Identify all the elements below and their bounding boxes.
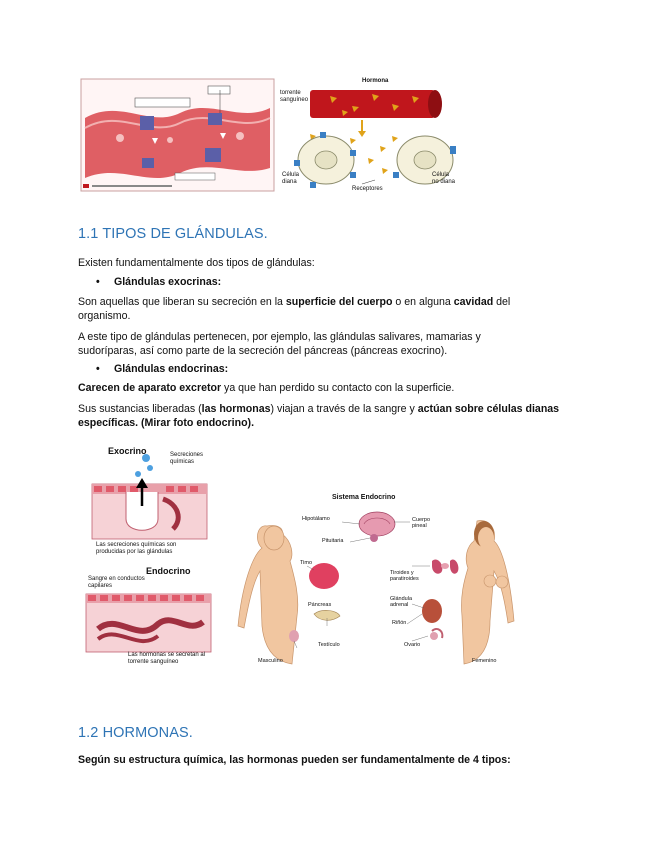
bullet-exocrinas — [96, 276, 221, 288]
organ-label-ovario: Ovario — [404, 642, 421, 648]
exo-p1-bold-cavidad: cavidad — [453, 296, 494, 308]
paragraph-exocrinas-1 — [78, 295, 578, 323]
organ-label-testiculo: Testículo — [318, 642, 340, 648]
bullet-dot-icon: • — [96, 363, 100, 375]
exo-p1-text-a: Son aquellas que liberan su secreción en la — [78, 296, 286, 308]
endo-p2-text-c: ) viajan a través de la sangre y — [270, 403, 418, 415]
intro-text: Existen fundamentalmente dos tipos de glándulas: — [78, 257, 315, 269]
bullet-exocrinas-label: Glándulas exocrinas: — [114, 276, 222, 288]
paragraph-endocrinas-2 — [78, 402, 578, 430]
organ-label-pituitaria: Pituitaria — [322, 538, 344, 544]
hormonas-p1-bold: estructura química — [128, 754, 224, 766]
exo-p1-bold-superficie: superficie del cuerpo — [285, 296, 393, 308]
organ-label-hipotalamo: Hipotálamo — [302, 516, 330, 522]
endocrine-caption: Las hormonas se secretan al torrente sanguíneo — [128, 652, 206, 665]
section-heading-hormonas: 1.2 HORMONAS. — [78, 725, 193, 741]
exo-p1-text-e: del — [493, 296, 511, 308]
endocrine-title: Endocrino — [146, 566, 191, 576]
organ-label-adrenal: Glándula adrenal — [390, 596, 413, 608]
figure-hormone-target-cells — [280, 76, 480, 198]
label-target-2: diana — [282, 179, 297, 185]
organ-label-pineal: Cuerpo pineal — [412, 517, 431, 529]
endocrine-system-title: Sistema Endocrino — [332, 494, 396, 501]
label-nontarget-2: no diana — [432, 179, 456, 185]
paragraph-intro — [78, 256, 578, 270]
exo-p2-line-1: A este tipo de glándulas pertenecen, por ejemplo, las glándulas salivares, mamarias y — [78, 331, 481, 343]
endo-p2-bold-hormonas: las hormonas — [201, 403, 271, 415]
label-target-1: Célula — [282, 172, 300, 178]
exocrine-caption: Las secreciones químicas son producidas por las glándulas — [96, 542, 177, 555]
organ-label-pancreas: Páncreas — [308, 602, 332, 608]
figure-blood-vessel-diagram — [80, 78, 275, 196]
bullet-endocrinas — [96, 363, 228, 375]
endocrine-system-illustration — [232, 486, 517, 666]
label-bloodstream-1: torrente — [280, 90, 301, 96]
exo-p1-text-c: o en alguna — [392, 296, 454, 308]
endo-p2-text-a: Sus sustancias liberadas ( — [78, 403, 202, 415]
paragraph-hormonas-intro — [78, 753, 578, 767]
label-bloodstream-2: sanguíneo — [280, 97, 309, 103]
label-nontarget-1: Célula — [432, 172, 450, 178]
figure-endocrine-system — [232, 486, 517, 666]
figure-exocrine-endocrine — [78, 444, 223, 666]
exocrine-title: Exocrino — [108, 446, 147, 456]
endo-p2-bold-especificas: específicas. (Mirar foto endocrino). — [78, 417, 255, 429]
organ-label-rinon: Riñón — [392, 620, 407, 626]
bullet-dot-icon: • — [96, 276, 100, 288]
endo-p1-text: ya que han perdido su contacto con la superficie. — [221, 382, 455, 394]
hormonas-p1-text-a: Según su — [78, 754, 129, 766]
caption-male: Masculino — [258, 658, 283, 664]
hormonas-p1-text-c: , las hormonas pueden ser fundamentalmente de 4 tipos: — [223, 754, 511, 766]
organ-label-tiroides: Tiroides y paratiroides — [390, 570, 419, 582]
paragraph-endocrinas-1 — [78, 381, 578, 395]
label-receptors: Receptores — [352, 186, 383, 192]
organ-label-timo: Timo — [300, 560, 313, 566]
bullet-endocrinas-label: Glándulas endocrinas: — [114, 363, 229, 375]
exo-p2-line-2: sudoríparas, así como parte de la secreción del páncreas (páncreas exocrino). — [78, 345, 448, 357]
caption-female: Femenino — [472, 658, 497, 664]
paragraph-exocrinas-2 — [78, 330, 578, 358]
endocrine-label: Sangre en conductos capilares — [88, 576, 145, 589]
label-hormone: Hormona — [362, 78, 389, 84]
blood-vessel-illustration — [80, 78, 275, 196]
endo-p2-bold-actuan: actúan sobre células dianas — [417, 403, 560, 415]
endo-p1-bold: Carecen de aparato excretor — [78, 382, 222, 394]
exo-p1-text-f: organismo. — [78, 310, 131, 322]
section-heading-tipos-glandulas: 1.1 TIPOS DE GLÁNDULAS. — [78, 226, 268, 242]
exocrine-label: Secreciones químicas — [170, 452, 204, 465]
